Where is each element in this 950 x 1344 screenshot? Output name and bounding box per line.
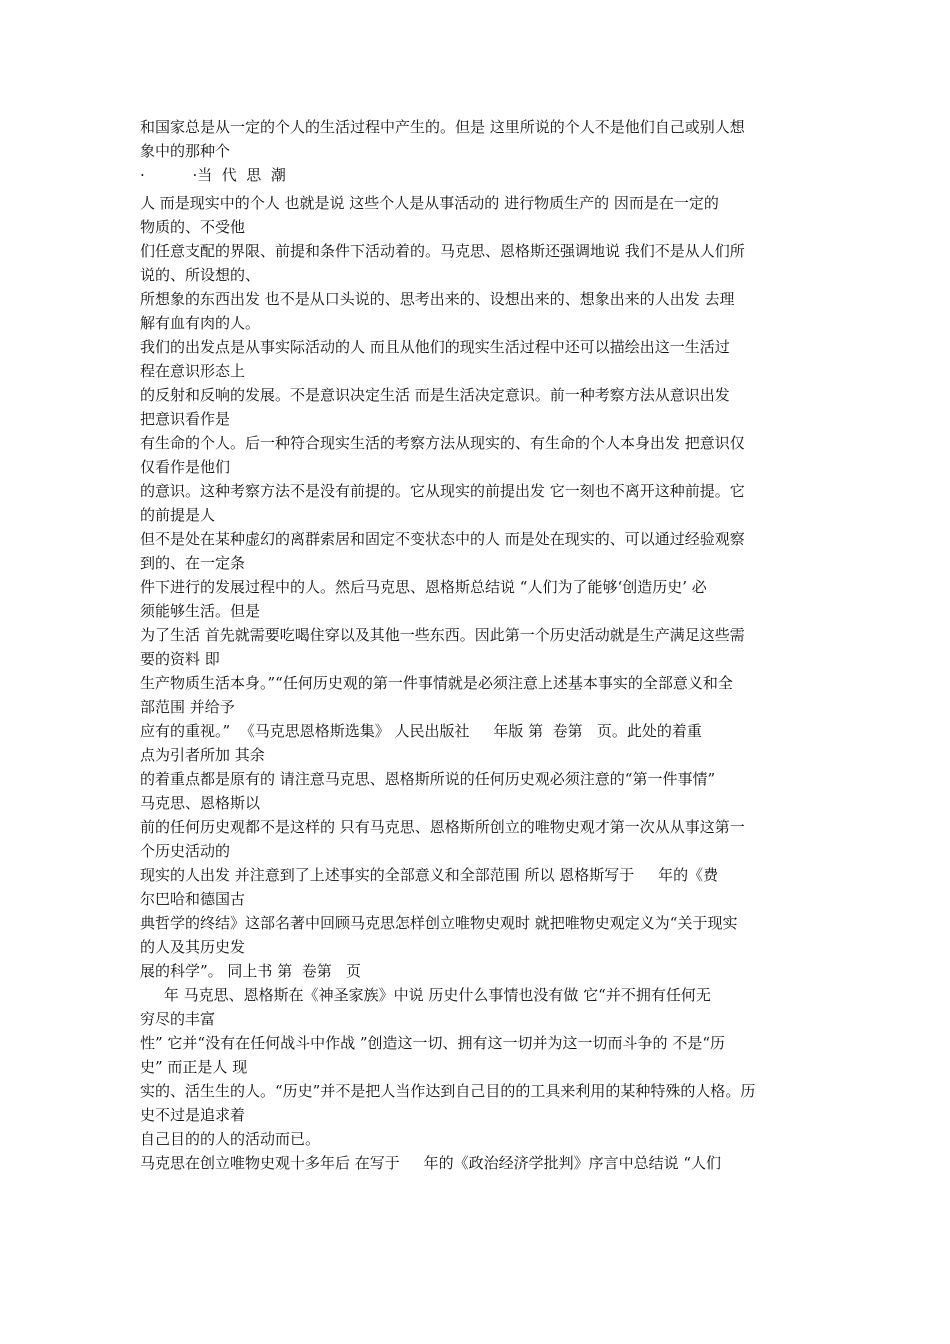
text-line: 程在意识形态上 xyxy=(140,362,246,380)
text-line: 尔巴哈和德国古 xyxy=(140,890,246,908)
text-line: 和国家总是从一定的个人的生活过程中产生的。但是 这里所说的个人不是他们自己或别人想 xyxy=(140,118,745,136)
text-line: 性” 它并“没有在任何战斗中作战 ”创造这一切、拥有这一切并为这一切而斗争的 不是“历 xyxy=(140,1034,725,1052)
text-line: 现实的人出发 并注意到了上述事实的全部意义和全部范围 所以 恩格斯写于 年的《费 xyxy=(140,866,719,884)
text-line: 个历史活动的 xyxy=(140,842,231,860)
text-line: 前的任何历史观都不是这样的 只有马克思、恩格斯所创立的唯物史观才第一次从从事这第一 xyxy=(140,818,745,836)
text-line: 的前提是人 xyxy=(140,506,216,524)
text-line: 自己目的的人的活动而已。 xyxy=(140,1130,321,1148)
text-line: 要的资料 即 xyxy=(140,650,220,668)
text-line: 有生命的个人。后一种符合现实生活的考察方法从现实的、有生命的个人本身出发 把意识仅 xyxy=(140,434,745,452)
text-line: 我们的出发点是从事实际活动的人 而且从他们的现实生活过程中还可以描绘出这一生活过 xyxy=(140,338,730,356)
text-line: 穷尽的丰富 xyxy=(140,1010,216,1028)
text-line: 为了生活 首先就需要吃喝住穿以及其他一些东西。因此第一个历史活动就是生产满足这些需 xyxy=(140,626,745,644)
text-line: 马克思、恩格斯以 xyxy=(140,794,261,812)
text-line: 解有血有肉的人。 xyxy=(140,314,261,332)
text-line: 须能够生活。但是 xyxy=(140,602,261,620)
text-line: 所想象的东西出发 也不是从口头说的、思考出来的、设想出来的、想象出来的人出发 去理 xyxy=(140,290,735,308)
text-line: 应有的重视。” 《马克思恩格斯选集》 人民出版社 年版 第 卷第 页。此处的着重 xyxy=(140,722,702,740)
text-line: 物质的、不受他 xyxy=(140,218,246,236)
text-line: 史不过是追求着 xyxy=(140,1106,246,1124)
text-line: 件下进行的发展过程中的人。然后马克思、恩格斯总结说 “人们为了能够‘创造历史’ 必 xyxy=(140,578,707,596)
text-line: 但不是处在某种虚幻的离群索居和固定不变状态中的人 而是处在现实的、可以通过经验观察 xyxy=(140,530,745,548)
text-line: 生产物质生活本身。”“任何历史观的第一件事情就是必须注意上述基本事实的全部意义和全 xyxy=(140,674,733,692)
text-line: 的意识。这种考察方法不是没有前提的。它从现实的前提出发 它一刻也不离开这种前提。它 xyxy=(140,482,745,500)
text-line: 把意识看作是 xyxy=(140,410,231,428)
text-line: 的人及其历史发 xyxy=(140,938,246,956)
text-line: 部范围 并给予 xyxy=(140,698,235,716)
text-line: 们任意支配的界限、前提和条件下活动着的。马克思、恩格斯还强调地说 我们不是从人们所 xyxy=(140,242,745,260)
text-line: 实的、活生生的人。“历史”并不是把人当作达到自己目的的工具来利用的某种特殊的人格。历 xyxy=(140,1082,756,1100)
text-line: 说的、所设想的、 xyxy=(140,266,261,284)
text-line: 的着重点都是原有的 请注意马克思、恩格斯所说的任何历史观必须注意的“第一件事情” xyxy=(140,770,716,788)
text-line: 人 而是现实中的个人 也就是说 这些个人是从事活动的 进行物质生产的 因而是在一定的 xyxy=(140,194,719,212)
text-line: 年 马克思、恩格斯在《神圣家族》中说 历史什么事情也没有做 它“并不拥有任何无 xyxy=(140,986,711,1004)
text-line: 史” 而正是人 现 xyxy=(140,1058,248,1076)
text-line: 的反射和反响的发展。不是意识决定生活 而是生活决定意识。前一种考察方法从意识出发 xyxy=(140,386,730,404)
text-line: 展的科学”。 同上书 第 卷第 页 xyxy=(140,962,362,980)
text-line: 点为引者所加 其余 xyxy=(140,746,265,764)
text-line: 典哲学的终结》这部名著中回顾马克思怎样创立唯物史观时 就把唯物史观定义为“关于现实 xyxy=(140,914,738,932)
running-header: · ·当 代 思 潮 xyxy=(140,166,286,184)
text-line: 到的、在一定条 xyxy=(140,554,246,572)
text-line: 仅看作是他们 xyxy=(140,458,231,476)
text-line: 象中的那种个 xyxy=(140,142,231,160)
text-line: 马克思在创立唯物史观十多年后 在写于 年的《政治经济学批判》序言中总结说 “人们 xyxy=(140,1154,722,1172)
